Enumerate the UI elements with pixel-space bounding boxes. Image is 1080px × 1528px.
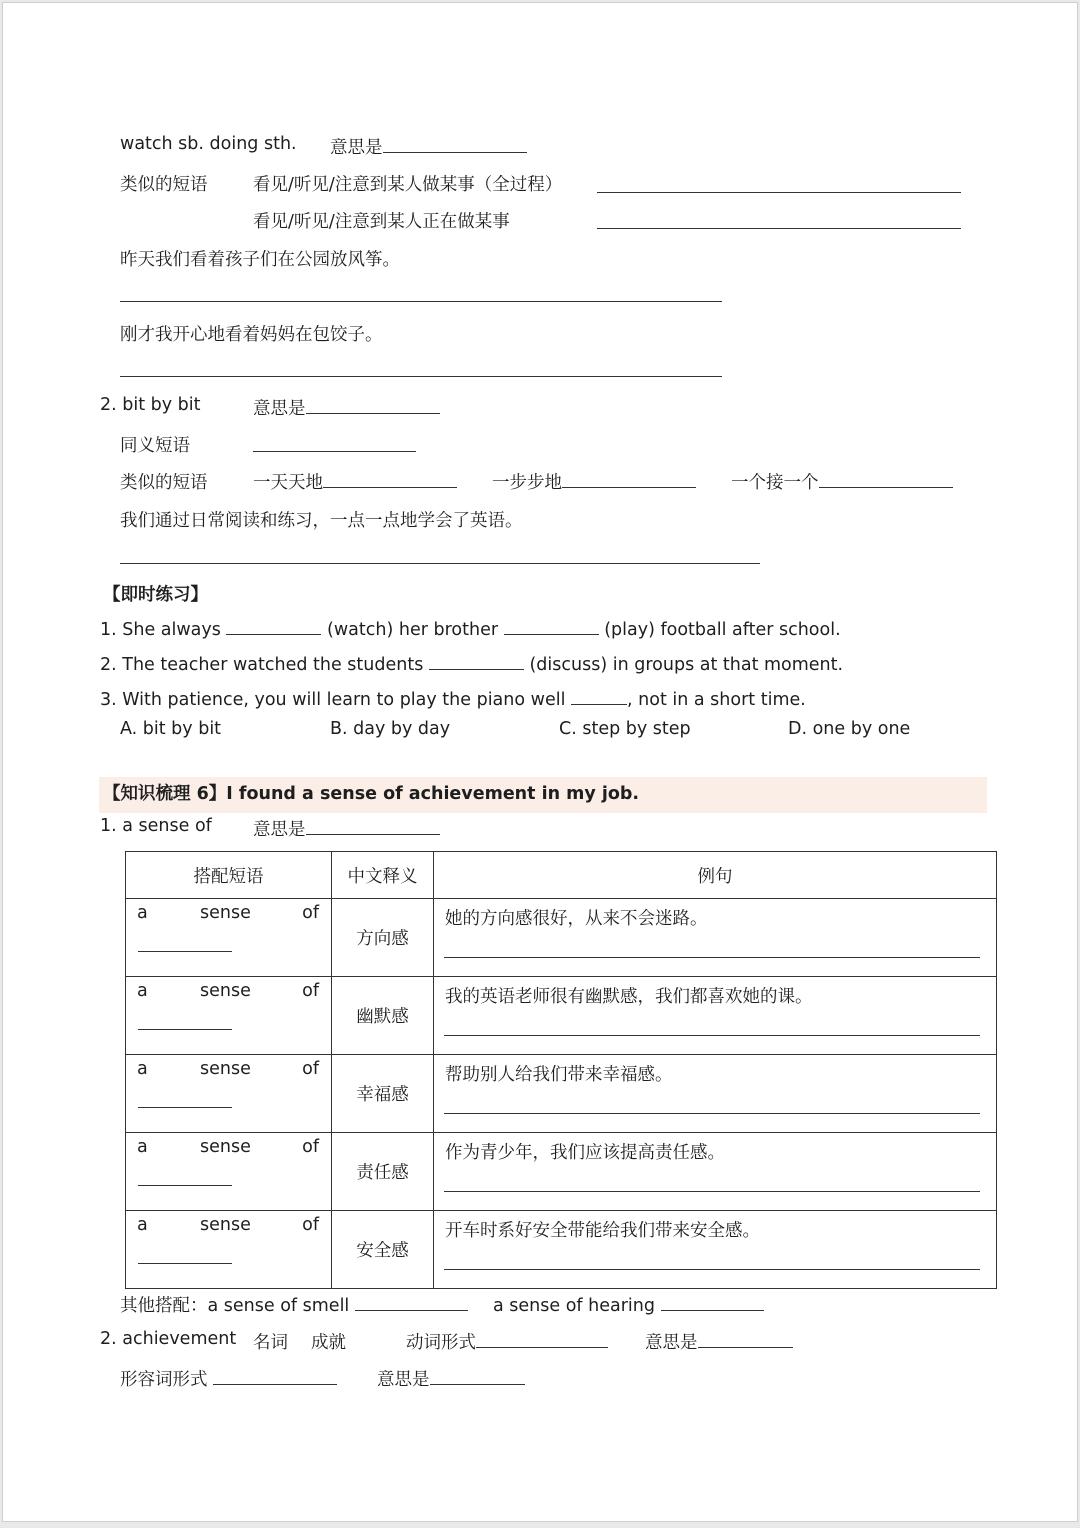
- example-cell: [434, 1133, 997, 1211]
- phrase-text: watch sb. doing sth.: [120, 134, 297, 154]
- answer-blank[interactable]: [476, 1329, 608, 1348]
- one-label: 一个接一个: [731, 473, 819, 493]
- answer-blank[interactable]: [253, 451, 416, 452]
- answer-line[interactable]: [120, 301, 722, 302]
- meaning-cell: 幸福感: [332, 1055, 434, 1133]
- phrase-cell: [126, 1133, 332, 1211]
- practice-q3: [100, 686, 806, 710]
- answer-blank[interactable]: [355, 1292, 468, 1311]
- option-d[interactable]: D. one by one: [788, 719, 911, 739]
- option-c[interactable]: C. step by step: [559, 719, 691, 739]
- phrase-cell: [126, 977, 332, 1055]
- practice-heading: 【即时练习】: [103, 585, 208, 605]
- phrase-cell: [126, 899, 332, 977]
- other-collocations: [120, 1292, 468, 1317]
- phrase-word: of: [302, 1137, 319, 1157]
- answer-blank[interactable]: [597, 192, 961, 193]
- example-cell: [434, 899, 997, 977]
- phrase-word: of: [302, 981, 319, 1001]
- adj-meaning-prompt: [377, 1366, 525, 1391]
- q3-text-a: 3. With patience, you will learn to play the piano well: [100, 690, 566, 710]
- example-cell: [434, 1055, 997, 1133]
- day-by-day-prompt: [253, 469, 457, 494]
- example-cell: [434, 1211, 997, 1289]
- q1-text-c: (play) football after school.: [604, 620, 841, 640]
- one-by-one-prompt: [731, 469, 953, 494]
- practice-q2: [100, 651, 843, 675]
- meaning-cell: 安全感: [332, 1211, 434, 1289]
- bit-meaning-prompt: [253, 395, 440, 420]
- similar-label: 类似的短语: [120, 473, 208, 493]
- meaning-label: 意思是: [253, 399, 306, 419]
- table-row: [126, 899, 997, 977]
- answer-line[interactable]: [444, 1191, 980, 1192]
- q1-text-a: 1. She always: [100, 620, 221, 640]
- table-row: [126, 1055, 997, 1133]
- verb-form-prompt: [406, 1329, 608, 1354]
- translate-sentence-2: 刚才我开心地看着妈妈在包饺子。: [120, 325, 383, 345]
- answer-blank[interactable]: [571, 686, 627, 705]
- table-row: [126, 1133, 997, 1211]
- achievement-pos: 名词: [253, 1333, 288, 1353]
- practice-q1: [100, 616, 841, 640]
- phrase-word: a: [137, 981, 148, 1001]
- answer-blank[interactable]: [306, 395, 440, 414]
- example-sentence: 作为青少年，我们应该提高责任感。: [445, 1143, 725, 1163]
- answer-blank[interactable]: [562, 469, 696, 488]
- answer-blank[interactable]: [138, 1107, 232, 1108]
- phrase-word: a: [137, 1137, 148, 1157]
- example-sentence: 开车时系好安全带能给我们带来安全感。: [445, 1221, 760, 1241]
- phrase-word: a: [137, 1215, 148, 1235]
- worksheet-page: [2, 2, 1078, 1522]
- answer-blank[interactable]: [213, 1366, 337, 1385]
- answer-blank[interactable]: [138, 1263, 232, 1264]
- q2-text-a: 2. The teacher watched the students: [100, 655, 424, 675]
- similar-phrase-1: 看见/听见/注意到某人做某事（全过程）: [253, 175, 563, 195]
- watch-meaning-prompt: [330, 134, 527, 159]
- answer-blank[interactable]: [504, 616, 599, 635]
- meaning-cell: 方向感: [332, 899, 434, 977]
- other-label: 其他搭配：a sense of smell: [120, 1296, 350, 1316]
- q3-text-b: , not in a short time.: [627, 690, 806, 710]
- phrase-word: sense: [200, 981, 251, 1001]
- table-row: [126, 977, 997, 1055]
- phrase-word: of: [302, 1059, 319, 1079]
- sense-meaning-prompt: [253, 816, 440, 841]
- sense-of-hearing: [493, 1292, 764, 1316]
- phrase-word: sense: [200, 1059, 251, 1079]
- adj-form-label: 形容词形式: [120, 1370, 208, 1390]
- answer-blank[interactable]: [323, 469, 457, 488]
- example-sentence: 我的英语老师很有幽默感，我们都喜欢她的课。: [445, 987, 813, 1007]
- phrase-word: of: [302, 903, 319, 923]
- step-by-step-prompt: [492, 469, 696, 494]
- adj-form-prompt: [120, 1366, 337, 1391]
- phrase-word: a: [137, 903, 148, 923]
- watch-phrase: [120, 134, 297, 154]
- answer-blank[interactable]: [226, 616, 321, 635]
- option-b[interactable]: B. day by day: [330, 719, 451, 739]
- header-meaning: 中文释义: [332, 852, 434, 899]
- synonym-label: 同义短语: [120, 436, 190, 456]
- meaning-cell: 幽默感: [332, 977, 434, 1055]
- answer-line[interactable]: [120, 376, 722, 377]
- answer-blank[interactable]: [138, 1185, 232, 1186]
- similar-label: 类似的短语: [120, 175, 208, 195]
- answer-blank[interactable]: [306, 816, 440, 835]
- meaning-label: 意思是: [377, 1370, 430, 1390]
- example-sentence: 帮助别人给我们带来幸福感。: [445, 1065, 673, 1085]
- knowledge-heading: 【知识梳理 6】I found a sense of achievement in my job.: [103, 784, 640, 804]
- answer-blank[interactable]: [597, 228, 961, 229]
- q2-text-b: (discuss) in groups at that moment.: [529, 655, 844, 675]
- bit-by-bit-phrase: 2. bit by bit: [100, 395, 201, 415]
- step-label: 一步步地: [492, 473, 562, 493]
- verb-meaning-prompt: [645, 1329, 793, 1354]
- phrase-cell: [126, 1211, 332, 1289]
- table-row: [126, 1211, 997, 1289]
- answer-blank[interactable]: [661, 1292, 764, 1311]
- answer-blank[interactable]: [138, 951, 232, 952]
- translate-sentence-3: 我们通过日常阅读和练习，一点一点地学会了英语。: [120, 511, 523, 531]
- sense-of-table: [125, 851, 997, 1289]
- example-cell: [434, 977, 997, 1055]
- option-a[interactable]: A. bit by bit: [120, 719, 222, 739]
- table-header-row: [126, 852, 997, 899]
- answer-blank[interactable]: [698, 1329, 793, 1348]
- meaning-label: 意思是: [330, 138, 383, 158]
- phrase-cell: [126, 1055, 332, 1133]
- answer-line[interactable]: [120, 563, 760, 564]
- achievement-word: 2. achievement: [100, 1329, 237, 1349]
- answer-blank[interactable]: [138, 1029, 232, 1030]
- answer-line[interactable]: [444, 1035, 980, 1036]
- answer-blank[interactable]: [430, 1366, 525, 1385]
- achievement-meaning: 成就: [311, 1333, 346, 1353]
- phrase-word: sense: [200, 903, 251, 923]
- translate-sentence-1: 昨天我们看着孩子们在公园放风筝。: [120, 250, 400, 270]
- header-phrase: 搭配短语: [126, 852, 332, 899]
- q1-text-b: (watch) her brother: [327, 620, 499, 640]
- answer-line[interactable]: [444, 1269, 980, 1270]
- phrase-word: of: [302, 1215, 319, 1235]
- hearing-label: a sense of hearing: [493, 1296, 655, 1316]
- header-example: 例句: [434, 852, 997, 899]
- meaning-label: 意思是: [645, 1333, 698, 1353]
- similar-phrase-2: 看见/听见/注意到某人正在做某事: [253, 212, 510, 232]
- example-sentence: 她的方向感很好，从来不会迷路。: [445, 909, 708, 929]
- a-sense-of-item: 1. a sense of: [100, 816, 212, 836]
- answer-blank[interactable]: [383, 134, 527, 153]
- verb-form-label: 动词形式: [406, 1333, 476, 1353]
- day-label: 一天天地: [253, 473, 323, 493]
- meaning-cell: 责任感: [332, 1133, 434, 1211]
- phrase-word: sense: [200, 1137, 251, 1157]
- answer-blank[interactable]: [819, 469, 953, 488]
- phrase-word: a: [137, 1059, 148, 1079]
- answer-line[interactable]: [444, 1113, 980, 1114]
- answer-blank[interactable]: [429, 651, 524, 670]
- answer-line[interactable]: [444, 957, 980, 958]
- meaning-label: 意思是: [253, 820, 306, 840]
- phrase-word: sense: [200, 1215, 251, 1235]
